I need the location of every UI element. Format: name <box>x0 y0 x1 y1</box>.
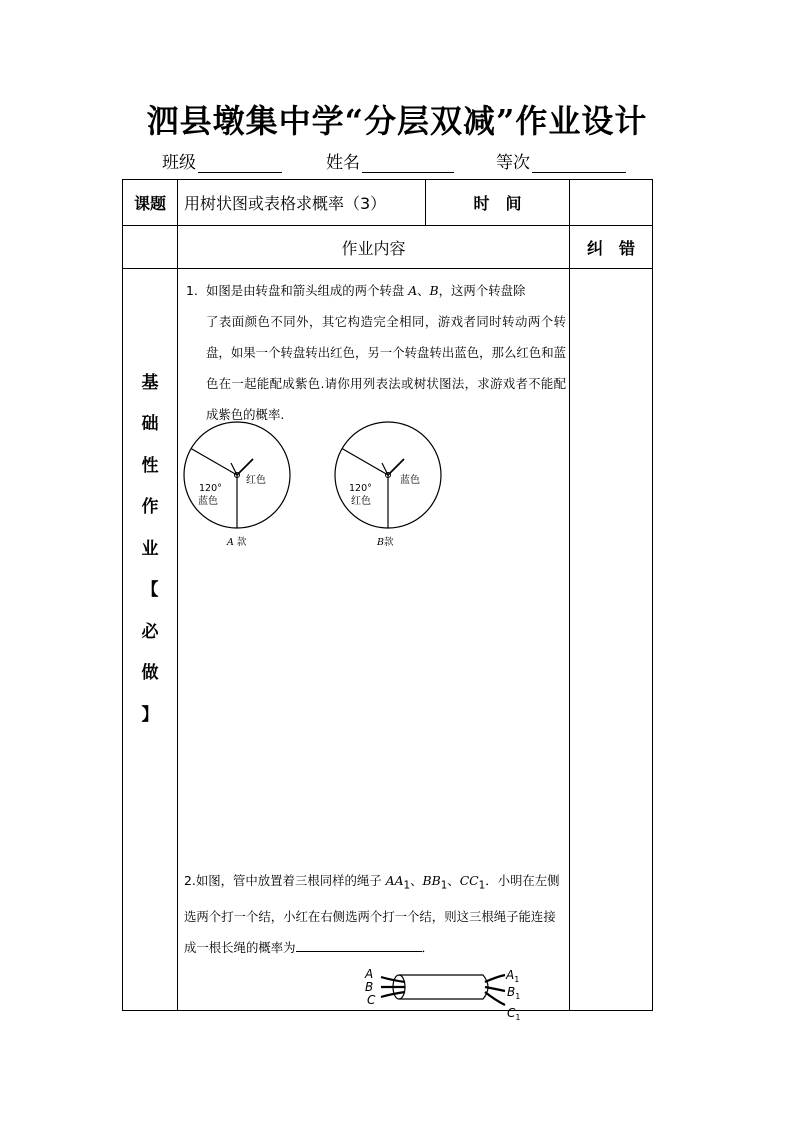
header-row <box>123 226 653 269</box>
spinner-a-angle: 120° <box>199 483 222 494</box>
section-char: 性 <box>141 455 159 476</box>
label-a: A <box>365 967 374 981</box>
question-text: ，这两个转盘除 <box>438 283 526 298</box>
var-b: B <box>429 283 439 298</box>
arrow-icon <box>237 459 253 475</box>
topic-value: 用树状图或表格求概率（3） <box>178 180 426 226</box>
homework-content <box>178 269 570 1022</box>
label-b: B <box>365 980 374 994</box>
name-blank[interactable] <box>362 154 454 173</box>
content-row <box>123 269 653 1011</box>
rank-field[interactable] <box>496 148 626 173</box>
section-char: 业 <box>141 538 159 559</box>
question-2 <box>184 865 568 963</box>
question-number: 1. <box>186 283 198 298</box>
content-header: 作业内容 <box>178 226 570 269</box>
question-text: 了表面颜色不同外，其它构造完全相同，游戏者同时转动两个转盘，如果一个转盘转出红色，另一个转盘转出蓝色，那么红色和蓝色在一起能配成紫色.请你用列表法或树状图法，求游戏者不能配成紫色的概率. <box>206 314 566 422</box>
question-1 <box>186 275 566 430</box>
blank-cell <box>123 226 178 269</box>
var-a: A <box>408 283 418 298</box>
topic-label: 课题 <box>123 180 178 226</box>
time-label: 时 间 <box>426 180 570 226</box>
topic-row <box>123 180 653 226</box>
subscript: 1 <box>440 879 448 892</box>
spinner-a-large-color: 红色 <box>246 475 266 486</box>
rope-cc1: CC <box>459 873 479 888</box>
answer-blank[interactable] <box>296 939 422 952</box>
section-char: 必 <box>141 621 159 642</box>
rank-blank[interactable] <box>532 154 626 173</box>
label-c: C <box>367 993 376 1007</box>
separator: 、 <box>447 873 460 888</box>
section-char: 【 <box>141 580 159 601</box>
rank-label: 等次 <box>496 153 530 173</box>
spinner-b <box>335 422 441 548</box>
label-b1: $B_1$ <box>507 985 521 1001</box>
class-blank[interactable] <box>198 154 282 173</box>
separator: 、 <box>417 283 430 298</box>
section-char: 作 <box>141 497 159 518</box>
section-char: 基 <box>141 372 159 393</box>
name-field[interactable] <box>326 148 454 173</box>
subscript: 1 <box>478 879 486 892</box>
subscript: 1 <box>403 879 411 892</box>
class-label: 班级 <box>162 153 196 173</box>
question-text: ．小明在左侧选两个打一个结，小红在右侧选两个打一个结，则这三根绳子能连接成一根长绳的概率为 <box>184 873 560 956</box>
spinner-a <box>184 422 290 548</box>
tube <box>393 975 488 999</box>
label-a1: $A_1$ <box>506 968 520 984</box>
time-value-cell[interactable] <box>570 180 653 226</box>
correction-header: 纠 错 <box>570 226 653 269</box>
class-field[interactable] <box>162 148 282 173</box>
separator: 、 <box>410 873 423 888</box>
section-char: 础 <box>141 414 159 435</box>
question-text: ． <box>421 940 434 956</box>
spinner-b-angle: 120° <box>349 483 372 494</box>
rope-bb1: BB <box>422 873 441 888</box>
spinner-b-caption: B款 <box>377 537 394 548</box>
spinner-b-large-color: 蓝色 <box>400 475 420 486</box>
spinner-b-divider <box>342 449 388 476</box>
rope-aa1: AA <box>385 873 404 888</box>
spinner-a-small-color: 蓝色 <box>198 496 218 507</box>
section-label <box>123 269 178 1011</box>
name-label: 姓名 <box>326 153 360 173</box>
homework-table <box>122 179 653 1022</box>
label-c1: $C_1$ <box>507 1006 521 1022</box>
arrow-icon <box>388 459 404 475</box>
correction-cell[interactable] <box>570 269 653 1011</box>
section-char: 做 <box>141 663 159 684</box>
tube-figure <box>363 967 538 1027</box>
section-char: 】 <box>141 704 159 725</box>
page-title: 泗县墩集中学“分层双减”作业设计 <box>146 102 648 140</box>
spinner-a-divider <box>191 449 237 476</box>
question-text: 如图是由转盘和箭头组成的两个转盘 <box>206 283 409 298</box>
spinner-a-caption: A 款 <box>227 537 247 548</box>
spinners-figure <box>178 419 468 559</box>
question-text: 2.如图，管中放置着三根同样的绳子 <box>184 873 386 888</box>
spinner-b-small-color: 红色 <box>351 496 371 507</box>
